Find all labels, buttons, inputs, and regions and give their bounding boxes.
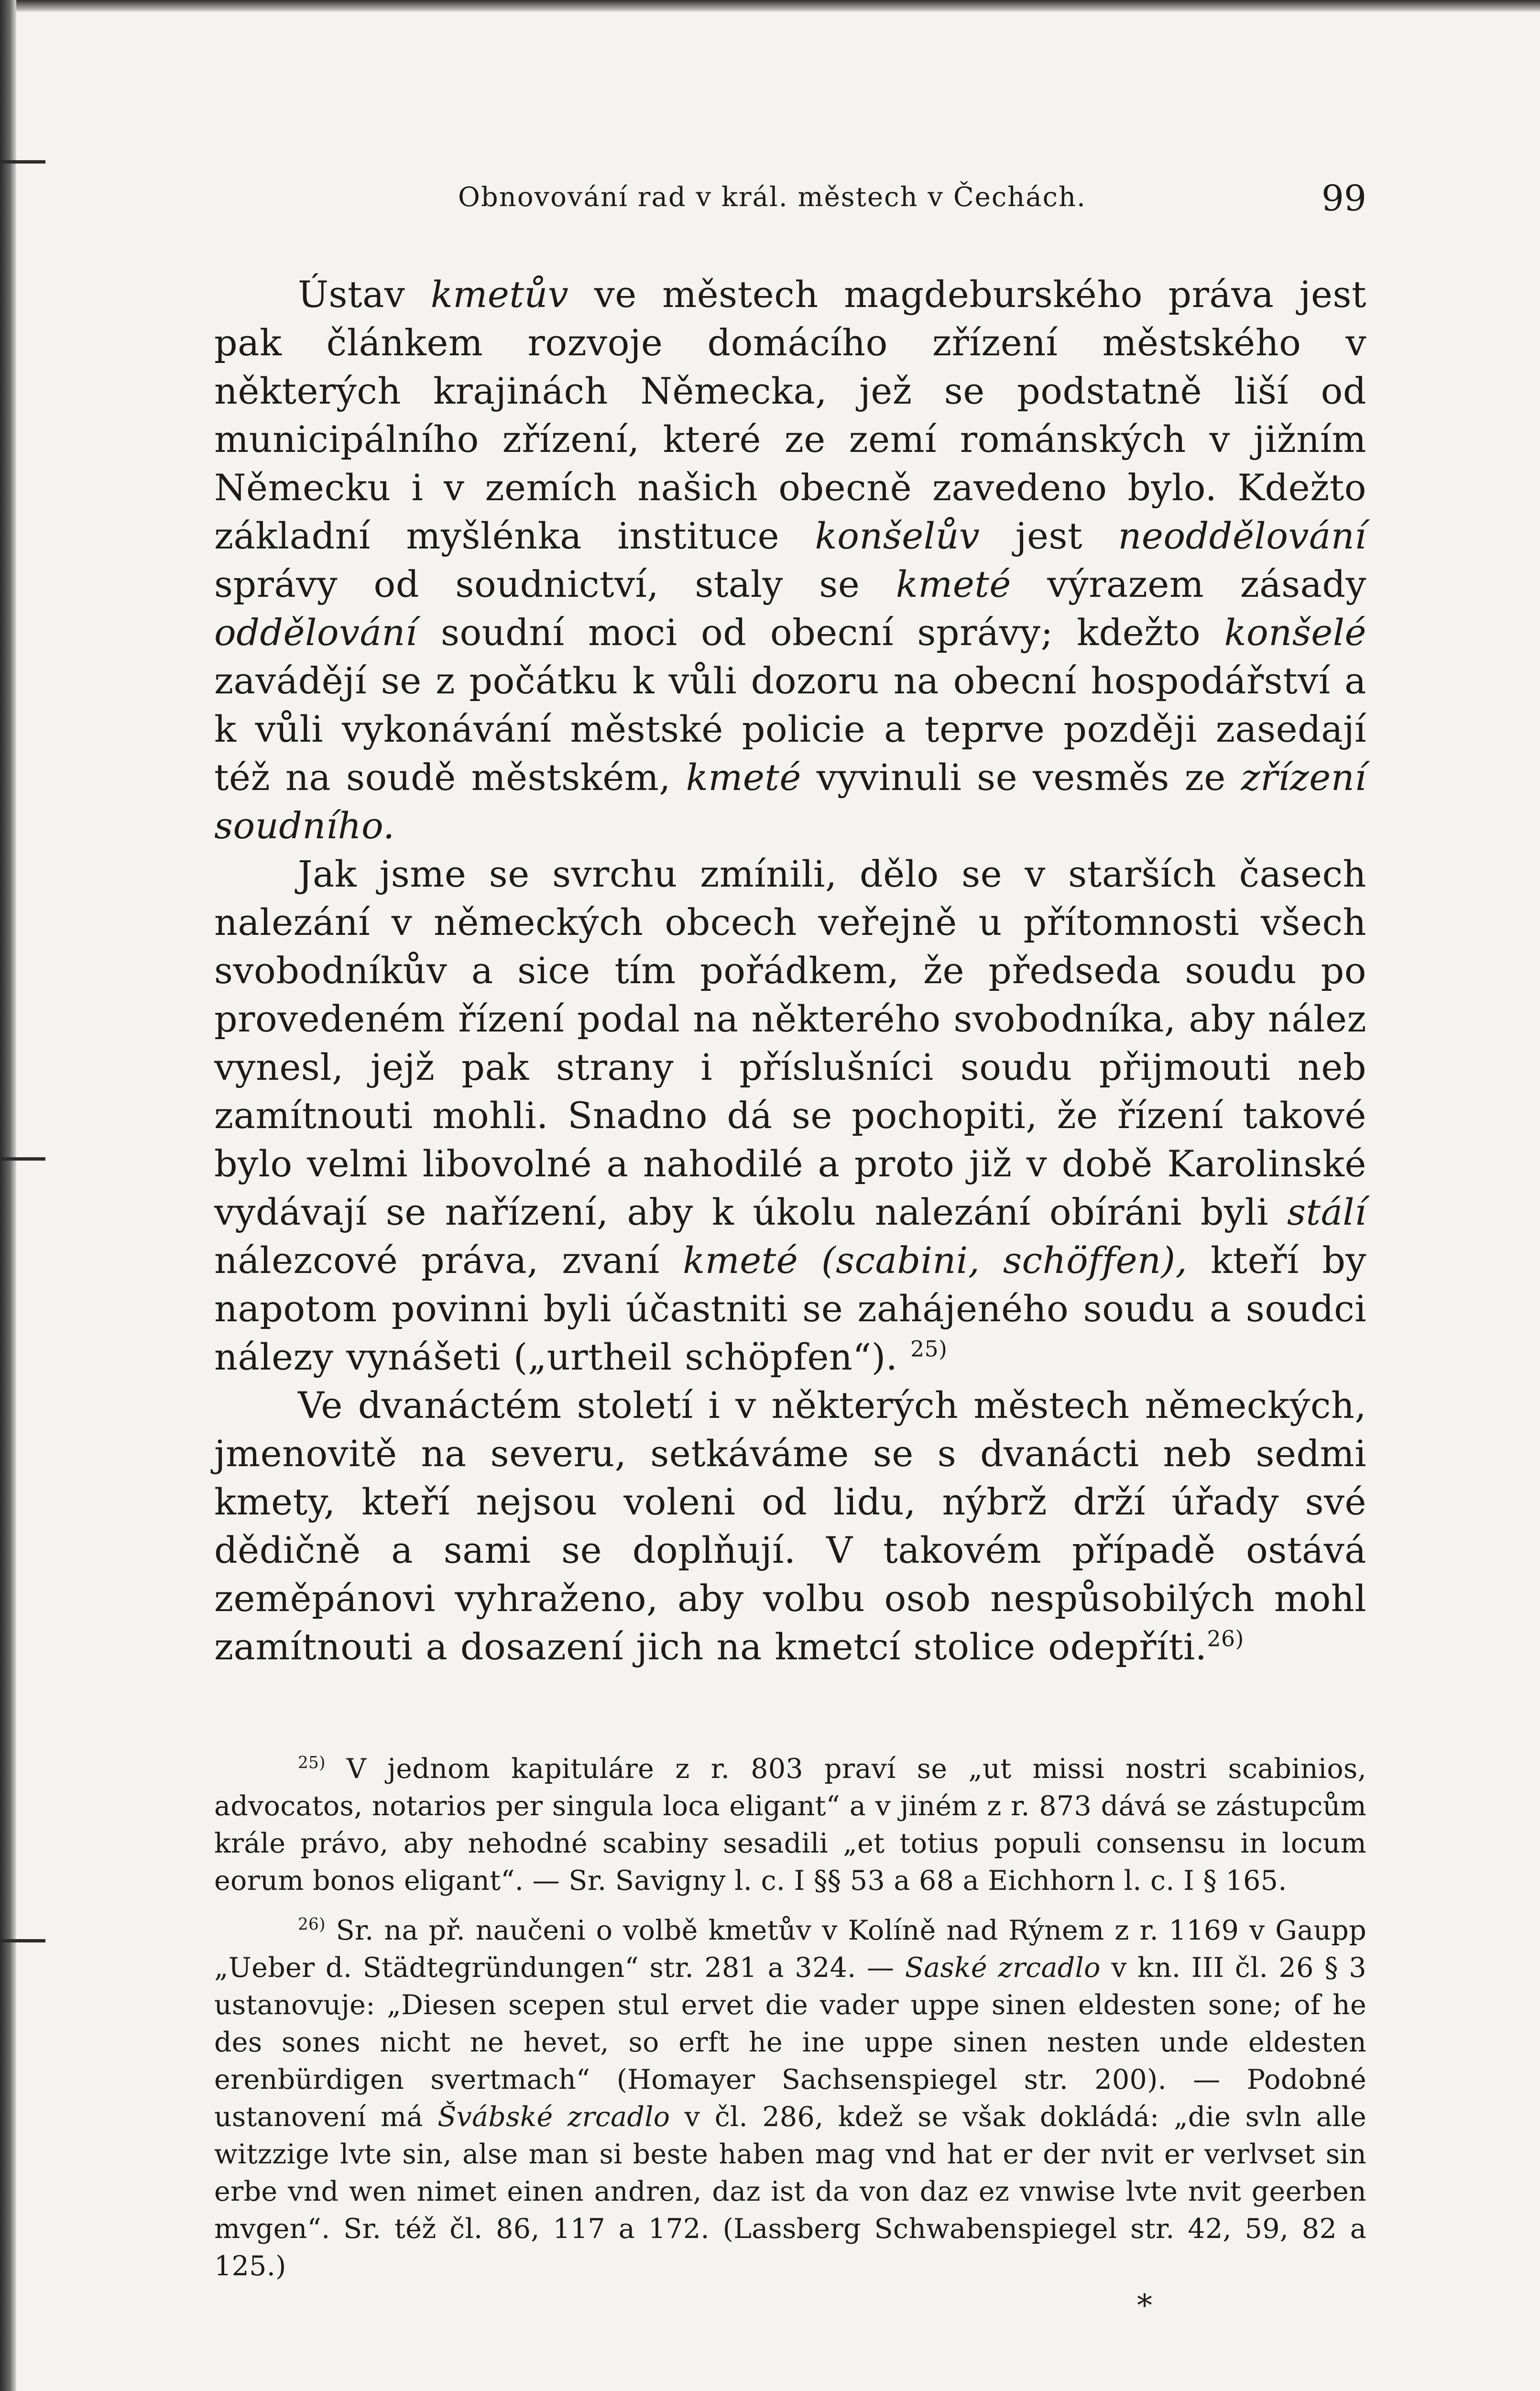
- text-run: V jednom kapituláre z r. 803 praví se „ut missi nostri scabinios, advocatos, notarios per singula loca eligant“ a v jiném z r. 873 dává se zástupcům krále právo, aby nehodné scabiny sesadili „et totius populi consensu in locum eorum bonos eligant“. — Sr. Savigny l. c. I §§ 53 a 68 a Eichhorn l. c. I § 165.: [214, 1753, 1366, 1897]
- body-text: [214, 270, 1366, 1671]
- end-mark: *: [1137, 2288, 1152, 2324]
- footnote-ref: 26): [1207, 1626, 1244, 1652]
- paragraph: [214, 850, 1366, 1381]
- text-run: nálezcové práva, zvaní: [214, 1239, 683, 1282]
- emphasis-text: konšelův: [815, 515, 980, 557]
- emphasis-text: Saské zrcadlo: [905, 1952, 1101, 1984]
- emphasis-text: neoddělování: [1118, 515, 1366, 557]
- footnote-ref: 25): [298, 1753, 326, 1773]
- emphasis-text: Švábské zrcadlo: [437, 2101, 670, 2133]
- text-run: Sr. na př. naučeni o volbě kmetův v Kolíně nad Rýnem z r. 1169 v Gaupp „Ueber d. Städtegründungen“ str. 281 a 324. —: [214, 1915, 1366, 1984]
- running-title: Obnovování rad v král. městech v Čechách.: [458, 182, 1086, 213]
- emphasis-text: zřízení soudního.: [214, 756, 1367, 847]
- text-run: ve městech magdeburského práva jest pak článkem rozvoje domácího zřízení městského v některých krajinách Německa, jež se podstatně liší od municipálního zřízení, které ze zemí románských v jižním Německu i v zemích našich obecně zavedeno bylo. Kdežto základní myšlénka instituce: [214, 273, 1367, 557]
- text-run: správy od soudnictví, staly se: [214, 563, 896, 605]
- text-run: výrazem zásady: [1011, 563, 1366, 605]
- margin-mark: [0, 160, 45, 164]
- paragraph: [214, 270, 1366, 850]
- footnote-ref: 26): [298, 1915, 326, 1934]
- text-run: v čl. 286, kdež se však dokládá: „die svln alle witzzige lvte sin, alse man si beste haben mag vnd hat er der nvit er verlvset sin erbe vnd wen nimet einen andren, daz ist da von daz ez vnwise lvte nvit geerben mvgen“. Sr. též čl. 86, 117 a 172. (Lassberg Schwabenspiegel str. 42, 59, 82 a 125.): [214, 2101, 1366, 2282]
- emphasis-text: oddělování: [214, 611, 417, 654]
- text-run: soudní moci od obecní správy; kdežto: [417, 611, 1224, 654]
- paragraph: [214, 1381, 1366, 1671]
- text-run: v kn. III čl. 26 § 3 ustanovuje: „Diesen scepen stul ervet die vader uppe sinen eldesten sone; of he des sones nicht ne hevet, so erft he ine uppe sinen nesten unde eldesten erenbürdigen svertmach“ (Homayer Sachsenspiegel str. 200). — Podobné ustanovení má: [214, 1952, 1366, 2133]
- footnote: [214, 1912, 1366, 2285]
- emphasis-text: kmeté: [686, 756, 801, 799]
- margin-mark: [0, 1939, 45, 1942]
- emphasis-text: kmetův: [430, 273, 569, 316]
- text-run: Ve dvanáctém století i v některých městech německých, jmenovitě na severu, setkáváme se s dvanácti neb sedmi kmety, kteří nejsou voleni od lidu, nýbrž drží úřady své dědičně a sami se doplňují. V takovém případě ostává zeměpánovi vyhraženo, aby volbu osob nespůsobilých mohl zamítnouti a dosazení jich na kmetcí stolice odepříti.: [214, 1384, 1366, 1668]
- margin-mark: [0, 1157, 45, 1161]
- text-run: Jak jsme se svrchu zmínili, dělo se v starších časech nalezání v německých obcech veřejně u přítomnosti všech svobodníkův a sice tím pořádkem, že předseda soudu po provedeném řízení podal na některého svobodníka, aby nález vynesl, jejž pak strany i příslušníci soudu přijmouti neb zamítnouti mohli. Snadno dá se pochopiti, že řízení takové bylo velmi libovolné a nahodilé a proto již v době Karolinské vydávají se nařízení, aby k úkolu nalezání obíráni byli: [214, 853, 1366, 1233]
- emphasis-text: kmeté (scabini, schöffen),: [683, 1239, 1188, 1282]
- text-run: kteří by napotom povinni byli účastniti se zahájeného soudu a soudci nálezy vynášeti („urtheil schöpfen“).: [214, 1239, 1366, 1378]
- emphasis-text: kmeté: [896, 563, 1011, 605]
- scan-border-top: [0, 0, 1540, 12]
- emphasis-text: konšelé: [1224, 611, 1366, 654]
- footnotes: [214, 1750, 1366, 2297]
- footnote-ref: 25): [910, 1336, 948, 1362]
- text-run: zavádějí se z počátku k vůli dozoru na obecní hospodářství a k vůli vykonávání městské policie a teprve později zasedají též na soudě městském,: [214, 659, 1366, 799]
- page-number: 99: [1321, 178, 1366, 219]
- scan-border-left: [0, 0, 16, 2391]
- text-run: Ústav: [298, 273, 431, 316]
- text-run: jest: [980, 515, 1118, 557]
- footnote: [214, 1750, 1366, 1899]
- running-header: [214, 178, 1366, 230]
- text-run: vyvinuli se vesměs ze: [801, 756, 1241, 799]
- emphasis-text: stálí: [1287, 1191, 1366, 1233]
